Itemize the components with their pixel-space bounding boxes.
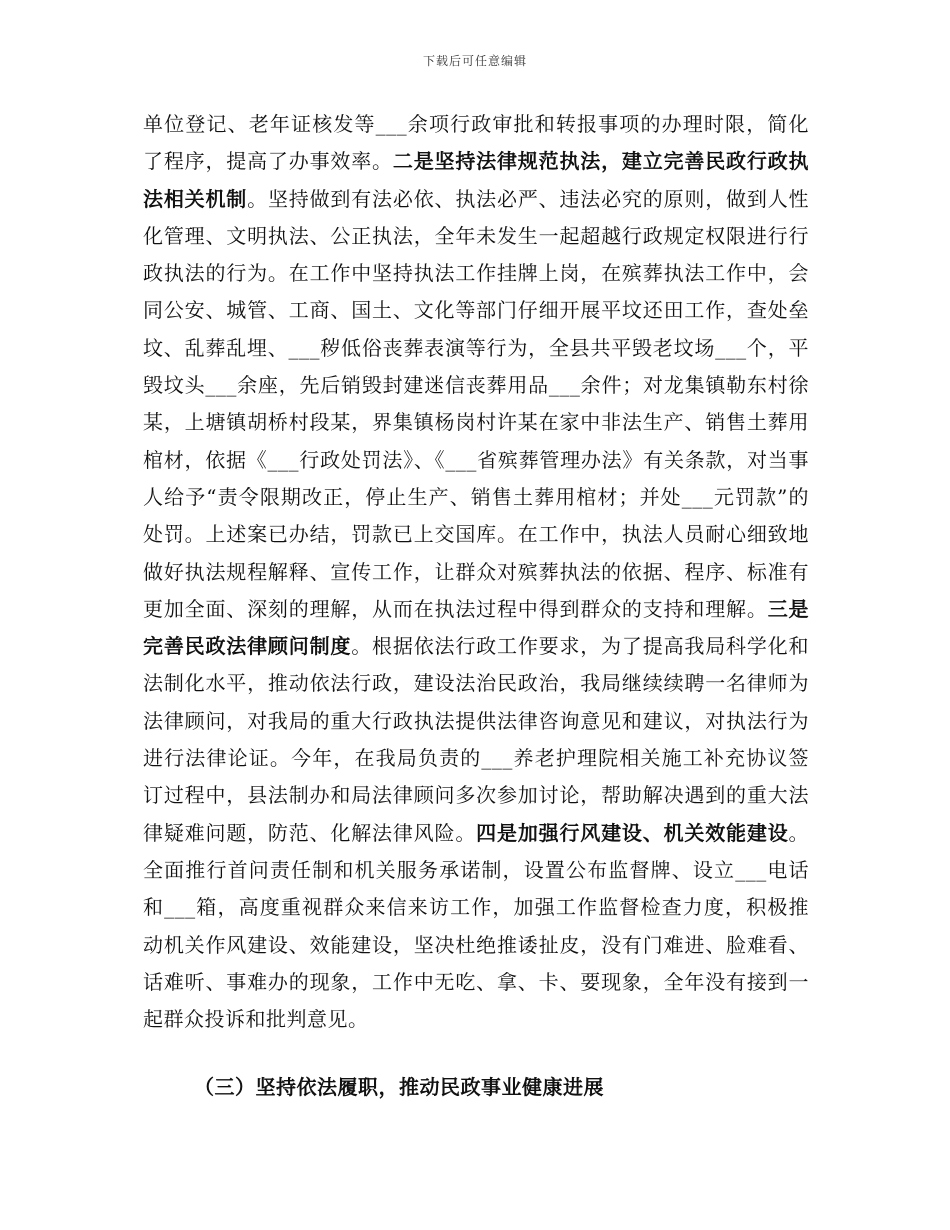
point-2-heading: 二是坚持法律规范执法，建立完善民政行政执法相关机制 <box>143 149 810 211</box>
paragraph-text <box>143 106 809 1038</box>
section-heading: （三）坚持依法履职，推动民政事业健康进展 <box>194 1075 604 1099</box>
sentence-4: 。全面推行首问责任制和机关服务承诺制，设置公布监督牌、设立___电话和___箱，高度重视群众来信来访工作，加强工作监督检查力度，积极推动机关作风建设、效能建设，坚决杜绝推诿扯皮，没有门难进、脸难看、话难听、事难办的现象，工作中无吃、拿、卡、要现象，全年没有接到一起群众投诉和批判意见。 <box>143 820 810 1032</box>
point-3-heading: 三是完善民政法律顾问制度 <box>143 596 810 659</box>
body-paragraph <box>143 106 809 1038</box>
point-4-heading: 四是加强行风建设、机关效能建设 <box>476 820 789 845</box>
page-header: 下载后可任意编辑 <box>422 54 527 68</box>
sentence-2: 。坚持做到有法必依、执法必严、违法必究的原则，做到人性化管理、文明执法、公正执法，全年未发生一起超越行政规定权限进行行政执法的行为。在工作中坚持执法工作挂牌上岗，在殡葬执法工作中，会同公安、城管、工商、国土、文化等部门仔细开展平坟还田工作，查处垒坟、乱葬乱埋、___秽低俗丧葬表演等行为，全县共平毁老坟场___个，平毁坟头___余座，先后销毁封建迷信丧葬用品___余件；对龙集镇勒东村徐某，上塘镇胡桥村段某，界集镇杨岗村许某在家中非法生产、销售土葬用棺材，依据《___行政处罚法》、《___省殡葬管理办法》有关条款，对当事人给予“责令限期改正，停止生产、销售土葬用棺材；并处___元罚款”的处罚。上述案已办结，罚款已上交国库。在工作中，执法人员耐心细致地做好执法规程解释、宣传工作，让群众对殡葬执法的依据、程序、标准有更加全面、深刻的理解，从而在执法过程中得到群众的支持和理解。 <box>143 186 810 621</box>
sentence-3: 。根据依法行政工作要求，为了提高我局科学化和法制化水平，推动依法行政，建设法治民政治，我局继续续聘一名律师为法律顾问，对我局的重大行政执法提供法律咨询意见和建议，对执法行为进行法律论证。今年，在我局负责的___养老护理院相关施工补充协议签订过程中，县法制办和局法律顾问多次参加讨论，帮助解决遇到的重大法律疑难问题，防范、化解法律风险。 <box>143 634 810 845</box>
sentence-1: 单位登记、老年证核发等___余项行政审批和转报事项的办理时限，简化了程序，提高了办事效率。 <box>143 112 809 174</box>
